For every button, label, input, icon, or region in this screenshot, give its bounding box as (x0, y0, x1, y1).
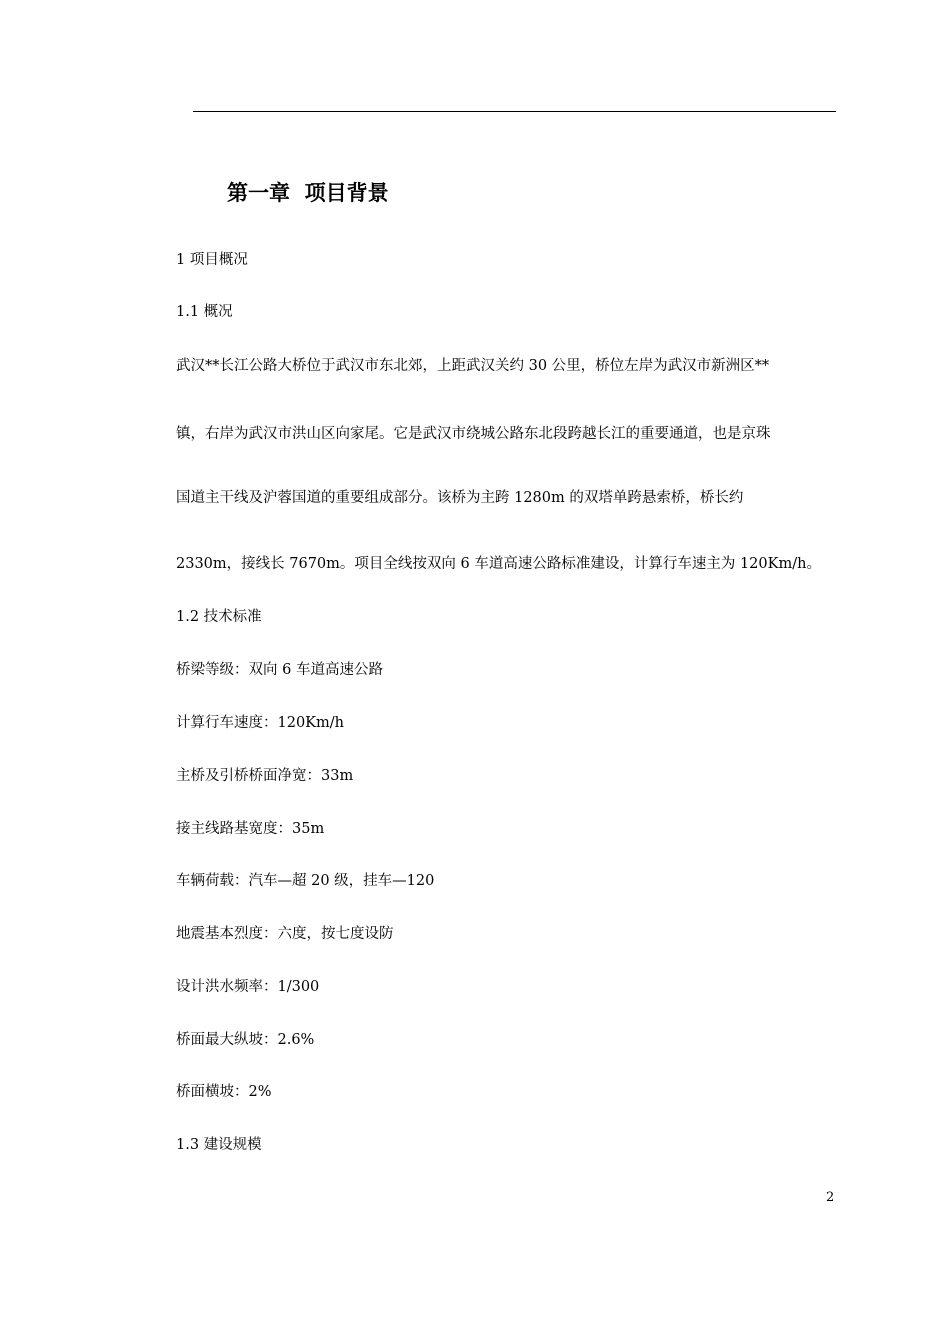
section-heading-1-2: 1.2 技术标准 (176, 609, 262, 625)
standard-subgrade-width: 接主线路基宽度：35m (176, 821, 325, 837)
section-heading-1-3: 1.3 建设规模 (176, 1137, 262, 1153)
header-rule (193, 111, 836, 112)
standard-flood-frequency: 设计洪水频率：1/300 (176, 979, 320, 995)
page-number: 2 (826, 1190, 835, 1205)
standard-seismic-intensity: 地震基本烈度：六度，按七度设防 (176, 926, 394, 942)
standard-max-longitudinal-slope: 桥面最大纵坡：2.6% (176, 1032, 315, 1048)
standard-deck-width: 主桥及引桥桥面净宽：33m (176, 768, 354, 784)
standard-vehicle-load: 车辆荷载：汽车—超 20 级，挂车—120 (176, 873, 435, 889)
paragraph-line-1: 武汉**长江公路大桥位于武汉市东北郊，上距武汉关约 30 公里，桥位左岸为武汉市新洲区** (176, 358, 770, 374)
standard-bridge-grade: 桥梁等级：双向 6 车道高速公路 (176, 662, 383, 678)
section-heading-1-1: 1.1 概况 (176, 304, 233, 320)
standard-design-speed: 计算行车速度：120Km/h (176, 715, 344, 731)
standard-cross-slope: 桥面横坡：2% (176, 1084, 272, 1100)
paragraph-line-2: 镇，右岸为武汉市洪山区向家尾。它是武汉市绕城公路东北段跨越长江的重要通道，也是京珠 (176, 426, 771, 442)
paragraph-line-4: 2330m，接线长 7670m。项目全线按双向 6 车道高速公路标准建设，计算行车速主为 120Km/h。 (176, 556, 821, 572)
paragraph-line-3: 国道主干线及沪蓉国道的重要组成部分。该桥为主跨 1280m 的双塔单跨悬索桥，桥长约 (176, 490, 744, 506)
section-heading-1: 1 项目概况 (176, 252, 248, 268)
chapter-title: 第一章 项目背景 (227, 180, 389, 205)
